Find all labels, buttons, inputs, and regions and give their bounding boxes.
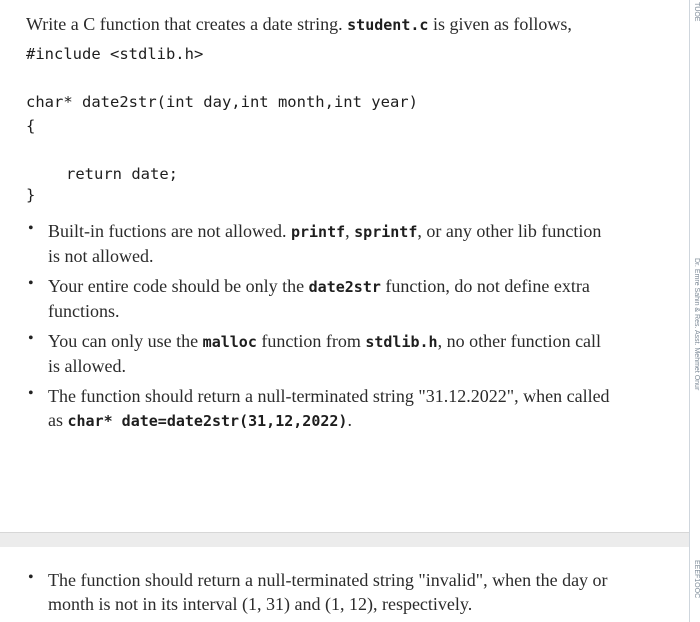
code-date-call: char* date=date2str(31,12,2022): [67, 412, 348, 430]
intro-filename: student.c: [347, 16, 429, 34]
bullet-text-line2: month is not in its interval (1, 31) and (1, 12), respectively.: [48, 594, 473, 614]
bullet-text-part: as: [48, 410, 63, 430]
side-strip: [689, 0, 700, 622]
code-return: return date;: [66, 165, 178, 183]
bullet-text-line1: The function should return a null-terminated string "31.12.2022", when called: [48, 386, 610, 406]
code-signature: char* date2str(int day,int month,int year): [26, 93, 418, 111]
intro-text-after: is given as follows,: [432, 14, 572, 34]
bullet-dot: •: [28, 330, 34, 347]
bullet-dot: •: [28, 275, 34, 292]
bullet-dot: •: [28, 569, 34, 586]
bullet-text: [48, 384, 668, 433]
document-page-bottom: [0, 547, 689, 622]
side-strip-middle-text: Dr. Emre Sahin & Res. Asst. Mehmet Onur: [693, 258, 700, 391]
bullet-text-line2: is allowed.: [48, 356, 126, 376]
side-strip-top-text: TUOE: [693, 2, 700, 22]
bullet-text-part: , or any other lib function: [417, 221, 602, 241]
bullet-text: [48, 568, 668, 616]
code-open-brace: {: [26, 117, 36, 135]
bullet-text-part: function from: [261, 331, 361, 351]
code-malloc: malloc: [202, 333, 257, 351]
bullet-dot: •: [28, 220, 34, 237]
bullet-text-part: ,: [345, 221, 350, 241]
side-strip-bottom-text: EEEF1OOC: [693, 560, 700, 599]
bullet-text-part: You can only use the: [48, 331, 199, 351]
bullet-text-line2: is not allowed.: [48, 246, 154, 266]
code-date2str: date2str: [308, 278, 381, 296]
bullet-text-part: Built-in fuctions are not allowed.: [48, 221, 287, 241]
bullet-text-part: .: [347, 410, 352, 430]
bullet-text: [48, 329, 668, 378]
code-include: #include <stdlib.h>: [26, 45, 204, 63]
bullet-text-part: , no other function call: [437, 331, 602, 351]
bullet-text: [48, 274, 668, 323]
bullet-text-part: function, do not define extra: [385, 276, 590, 296]
code-sprintf: sprintf: [354, 223, 418, 241]
page-separator: [0, 532, 689, 548]
intro-paragraph: [26, 14, 572, 35]
bullet-text-line2: functions.: [48, 301, 120, 321]
code-printf: printf: [290, 223, 346, 241]
intro-text-before: Write a C function that creates a date string.: [26, 14, 343, 34]
bullet-text-line1: The function should return a null-terminated string "invalid", when the day or: [48, 570, 608, 590]
bullet-text: [48, 219, 668, 268]
code-close-brace: }: [26, 186, 36, 204]
code-stdlib: stdlib.h: [365, 333, 438, 351]
bullet-text-part: Your entire code should be only the: [48, 276, 305, 296]
bullet-dot: •: [28, 385, 34, 402]
